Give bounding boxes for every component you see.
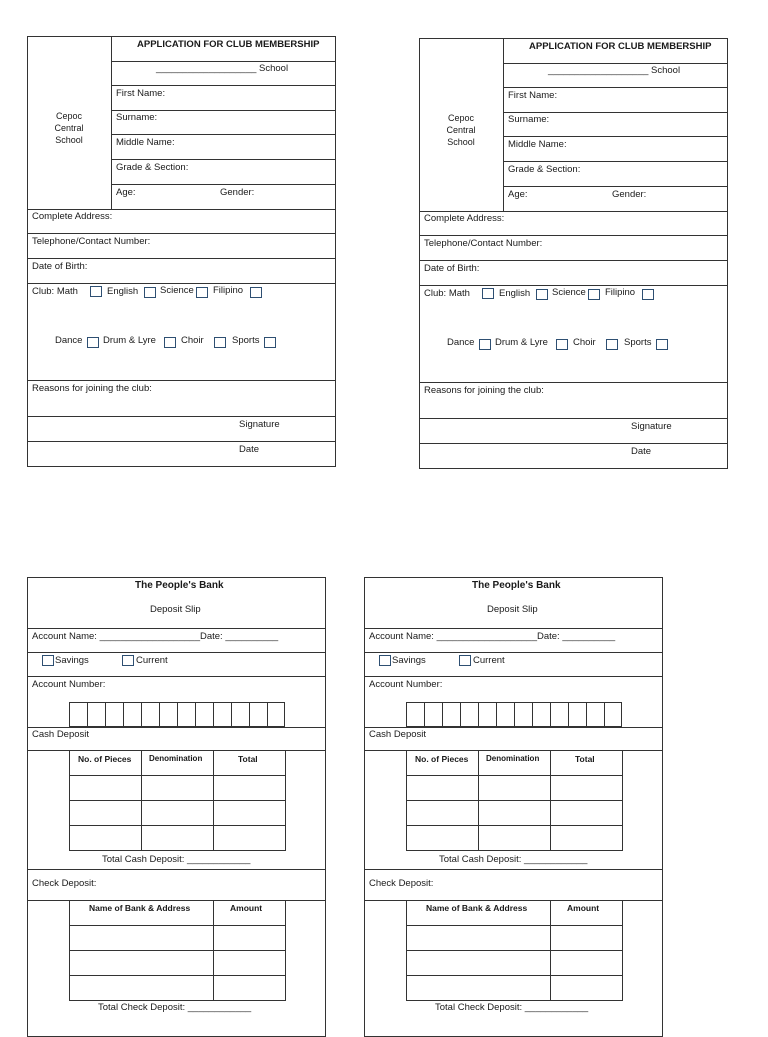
- cash-deposit-label: Cash Deposit: [369, 729, 427, 740]
- sports-checkbox[interactable]: [656, 339, 668, 350]
- divider: [112, 134, 335, 135]
- club-form-right: [419, 38, 728, 469]
- grade-section-label: Grade & Section:: [508, 164, 581, 175]
- col-pieces: No. of Pieces: [78, 754, 132, 764]
- school-name: [39, 110, 99, 146]
- divider: [504, 186, 727, 187]
- account-number-boxes[interactable]: [406, 702, 622, 727]
- divider: [420, 260, 727, 261]
- school-name-line: Central: [54, 123, 84, 133]
- divider: [420, 443, 727, 444]
- drum-lyre-label: Drum & Lyre: [103, 335, 156, 346]
- address-label: Complete Address:: [424, 213, 505, 224]
- check-deposit-label: Check Deposit:: [369, 878, 434, 889]
- current-checkbox[interactable]: [122, 655, 134, 666]
- table-cell[interactable]: [141, 800, 214, 826]
- divider: [28, 727, 325, 728]
- club-label: Club: Math: [424, 288, 470, 299]
- dance-checkbox[interactable]: [479, 339, 491, 350]
- divider: [28, 869, 325, 870]
- grade-section-label: Grade & Section:: [116, 162, 189, 173]
- gender-label: Gender:: [220, 187, 255, 198]
- table-cell[interactable]: [213, 975, 286, 1001]
- table-cell[interactable]: [550, 950, 623, 976]
- slip-title: Deposit Slip: [150, 604, 201, 615]
- cash-deposit-label: Cash Deposit: [32, 729, 90, 740]
- table-cell[interactable]: [550, 975, 623, 1001]
- divider: [28, 628, 325, 629]
- check-deposit-label: Check Deposit:: [32, 878, 97, 889]
- col-bank-address: Name of Bank & Address: [89, 903, 191, 913]
- divider: [420, 382, 727, 383]
- divider: [112, 85, 335, 86]
- middle-name-label: Middle Name:: [508, 139, 567, 150]
- current-label: Current: [136, 655, 168, 666]
- divider: [28, 416, 335, 417]
- col-denomination: Denomination: [486, 754, 540, 763]
- school-name-line: Cepoc: [55, 111, 82, 121]
- savings-label: Savings: [55, 655, 89, 666]
- middle-name-label: Middle Name:: [116, 137, 175, 148]
- table-cell[interactable]: [213, 775, 286, 801]
- club-label: Club: Math: [32, 286, 78, 297]
- school-name-line: School: [55, 135, 83, 145]
- table-cell[interactable]: [69, 800, 142, 826]
- col-total: Total: [238, 754, 258, 764]
- divider: [28, 233, 335, 234]
- cash-deposit-table: [406, 750, 623, 852]
- table-cell[interactable]: [550, 800, 623, 826]
- table-cell[interactable]: [406, 825, 479, 851]
- science-label: Science: [160, 285, 194, 296]
- dance-label: Dance: [55, 335, 83, 346]
- science-checkbox[interactable]: [588, 289, 600, 300]
- divider: [112, 110, 335, 111]
- drum-lyre-label: Drum & Lyre: [495, 337, 548, 348]
- divider: [365, 869, 662, 870]
- school-name-line: Central: [446, 125, 476, 135]
- english-checkbox[interactable]: [536, 289, 548, 300]
- table-cell[interactable]: [213, 925, 286, 951]
- table-cell[interactable]: [213, 800, 286, 826]
- divider: [420, 235, 727, 236]
- table-cell[interactable]: [69, 825, 142, 851]
- school-name: [431, 112, 491, 148]
- english-checkbox[interactable]: [144, 287, 156, 298]
- filipino-checkbox[interactable]: [642, 289, 654, 300]
- total-check-deposit: Total Check Deposit: ____________: [435, 1002, 589, 1013]
- form-title: APPLICATION FOR CLUB MEMBERSHIP: [137, 39, 320, 50]
- math-checkbox[interactable]: [482, 288, 494, 299]
- divider: [365, 727, 662, 728]
- col-amount: Amount: [567, 903, 600, 913]
- savings-checkbox[interactable]: [42, 655, 54, 666]
- table-cell[interactable]: [478, 800, 551, 826]
- account-name-line: Account Name: ___________________Date: __________: [369, 631, 616, 642]
- deposit-slip-right: [364, 577, 663, 1037]
- table-cell[interactable]: [550, 775, 623, 801]
- telephone-label: Telephone/Contact Number:: [424, 238, 543, 249]
- date-label: Date: [239, 444, 260, 455]
- total-cash-deposit: Total Cash Deposit: ____________: [102, 854, 251, 865]
- divider: [504, 63, 727, 64]
- age-label: Age:: [508, 189, 528, 200]
- drum-lyre-checkbox[interactable]: [556, 339, 568, 350]
- english-label: English: [107, 286, 139, 297]
- table-cell[interactable]: [406, 800, 479, 826]
- dob-label: Date of Birth:: [424, 263, 480, 274]
- col-total: Total: [575, 754, 595, 764]
- divider: [365, 652, 662, 653]
- table-cell[interactable]: [406, 775, 479, 801]
- sports-checkbox[interactable]: [264, 337, 276, 348]
- divider: [420, 285, 727, 286]
- reasons-label: Reasons for joining the club:: [32, 383, 152, 394]
- school-line: ___________________ School: [548, 65, 681, 76]
- col-denomination: Denomination: [149, 754, 203, 763]
- first-name-label: First Name:: [116, 88, 166, 99]
- divider: [28, 283, 335, 284]
- choir-label: Choir: [181, 335, 204, 346]
- surname-label: Surname:: [116, 112, 158, 123]
- divider: [504, 161, 727, 162]
- english-label: English: [499, 288, 531, 299]
- choir-label: Choir: [573, 337, 596, 348]
- check-deposit-table: [69, 900, 286, 1002]
- deposit-slip-left: [27, 577, 326, 1037]
- reasons-label: Reasons for joining the club:: [424, 385, 544, 396]
- form-title: APPLICATION FOR CLUB MEMBERSHIP: [529, 41, 712, 52]
- table-cell[interactable]: [406, 925, 551, 951]
- savings-checkbox[interactable]: [379, 655, 391, 666]
- address-label: Complete Address:: [32, 211, 113, 222]
- divider: [112, 184, 335, 185]
- divider: [112, 61, 335, 62]
- cash-deposit-table: [69, 750, 286, 852]
- table-cell[interactable]: [550, 825, 623, 851]
- slip-title: Deposit Slip: [487, 604, 538, 615]
- filipino-checkbox[interactable]: [250, 287, 262, 298]
- table-cell[interactable]: [213, 825, 286, 851]
- savings-label: Savings: [392, 655, 426, 666]
- school-name-line: Cepoc: [447, 113, 474, 123]
- table-cell[interactable]: [69, 975, 214, 1001]
- divider: [28, 258, 335, 259]
- math-checkbox[interactable]: [90, 286, 102, 297]
- table-cell[interactable]: [69, 925, 214, 951]
- drum-lyre-checkbox[interactable]: [164, 337, 176, 348]
- check-deposit-table: [406, 900, 623, 1002]
- signature-label: Signature: [631, 421, 672, 432]
- table-cell[interactable]: [213, 950, 286, 976]
- science-checkbox[interactable]: [196, 287, 208, 298]
- col-pieces: No. of Pieces: [415, 754, 469, 764]
- divider: [112, 159, 335, 160]
- age-label: Age:: [116, 187, 136, 198]
- divider: [28, 209, 335, 210]
- table-cell[interactable]: [141, 775, 214, 801]
- filipino-label: Filipino: [213, 285, 244, 296]
- signature-label: Signature: [239, 419, 280, 430]
- dance-label: Dance: [447, 337, 475, 348]
- current-checkbox[interactable]: [459, 655, 471, 666]
- divider: [420, 211, 727, 212]
- science-label: Science: [552, 287, 586, 298]
- divider: [365, 676, 662, 677]
- col-amount: Amount: [230, 903, 263, 913]
- bank-name: The People's Bank: [472, 580, 561, 591]
- dance-checkbox[interactable]: [87, 337, 99, 348]
- table-cell[interactable]: [406, 975, 551, 1001]
- table-cell[interactable]: [550, 925, 623, 951]
- current-label: Current: [473, 655, 505, 666]
- sports-label: Sports: [232, 335, 260, 346]
- table-cell[interactable]: [69, 950, 214, 976]
- divider: [504, 136, 727, 137]
- date-label: Date: [631, 446, 652, 457]
- school-line: ___________________ School: [156, 63, 289, 74]
- divider: [504, 112, 727, 113]
- divider: [28, 676, 325, 677]
- first-name-label: First Name:: [508, 90, 558, 101]
- dob-label: Date of Birth:: [32, 261, 88, 272]
- divider: [420, 418, 727, 419]
- surname-label: Surname:: [508, 114, 550, 125]
- divider: [504, 87, 727, 88]
- gender-label: Gender:: [612, 189, 647, 200]
- club-form-left: [27, 36, 336, 467]
- account-number-label: Account Number:: [369, 679, 443, 690]
- choir-checkbox[interactable]: [606, 339, 618, 350]
- divider: [365, 628, 662, 629]
- table-cell[interactable]: [478, 825, 551, 851]
- table-cell[interactable]: [141, 825, 214, 851]
- col-bank-address: Name of Bank & Address: [426, 903, 528, 913]
- filipino-label: Filipino: [605, 287, 636, 298]
- bank-name: The People's Bank: [135, 580, 224, 591]
- table-cell[interactable]: [478, 775, 551, 801]
- choir-checkbox[interactable]: [214, 337, 226, 348]
- telephone-label: Telephone/Contact Number:: [32, 236, 151, 247]
- table-cell[interactable]: [406, 950, 551, 976]
- school-name-line: School: [447, 137, 475, 147]
- divider: [28, 380, 335, 381]
- account-name-line: Account Name: ___________________Date: __________: [32, 631, 279, 642]
- table-cell[interactable]: [69, 775, 142, 801]
- account-number-boxes[interactable]: [69, 702, 285, 727]
- divider: [28, 441, 335, 442]
- total-cash-deposit: Total Cash Deposit: ____________: [439, 854, 588, 865]
- account-number-label: Account Number:: [32, 679, 106, 690]
- total-check-deposit: Total Check Deposit: ____________: [98, 1002, 252, 1013]
- sports-label: Sports: [624, 337, 652, 348]
- divider: [28, 652, 325, 653]
